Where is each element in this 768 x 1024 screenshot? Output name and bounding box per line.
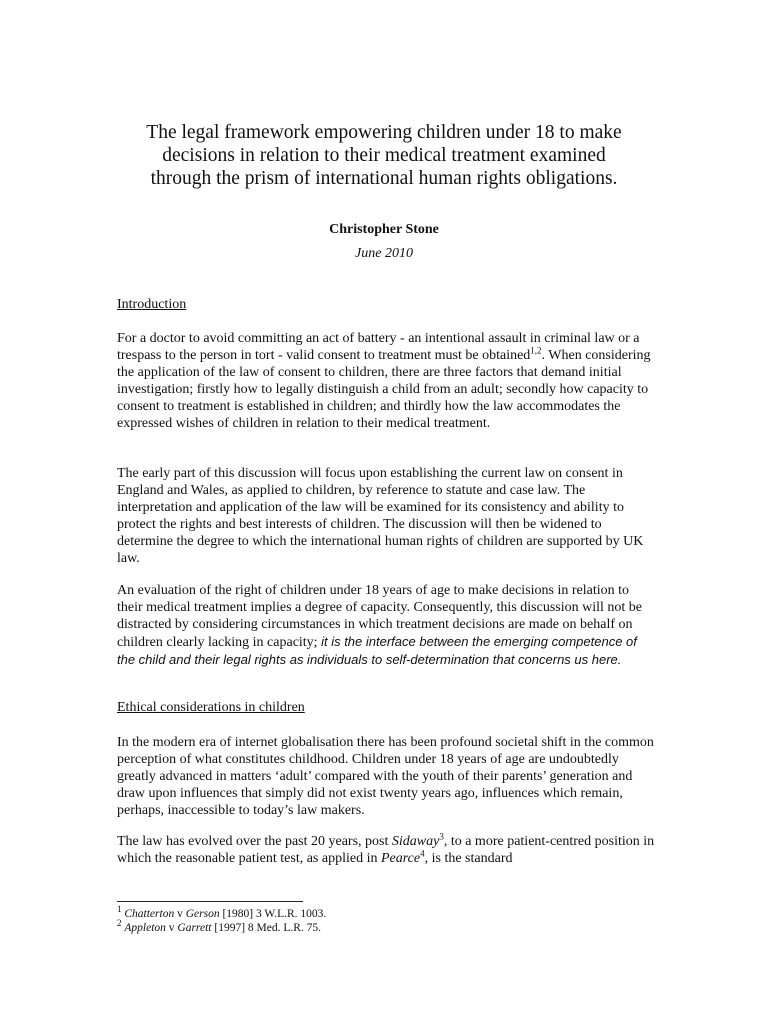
title-line: The legal framework empowering children under 18 to make — [146, 122, 622, 143]
paragraph-capacity — [117, 582, 657, 669]
case-name: Gerson — [185, 908, 220, 920]
case-name: Pearce — [380, 851, 421, 866]
case-name: Sidaway — [391, 834, 440, 849]
emphasis-text: it is the interface between the emerging competence of the child and their legal rights as individuals to self-determination that concerns us here. — [117, 634, 637, 667]
ethical-heading: Ethical considerations in children — [117, 700, 305, 715]
author-name: Christopher Stone — [329, 222, 439, 237]
paragraph-text: The law has evolved over the past 20 years, post — [117, 834, 392, 849]
paragraph-globalisation: In the modern era of internet globalisation there has been profound societal shift in the common perception of what constitutes childhood. Children under 18 years of age are undoubtedly greatly advanced in matters ‘adult’ compared with the youth of their parents’ generation and draw upon influences that simply did not exist twenty years ago, influences which remain, perhaps, inaccessible to today’s law makers. — [117, 735, 654, 818]
footnote-ref: 4 — [420, 848, 425, 859]
paragraph-text: , to a more patient-centred position in which the reasonable patient test, as applied in — [117, 834, 655, 866]
paragraph-text: , is the standard — [424, 851, 513, 866]
footnote-number: 1 — [117, 904, 122, 915]
paragraph-text: . When considering the application of the law of consent to children, there are three factors that demand initial investigation; firstly how to legally distinguish a child from an adult; secondly how capacity to consent to treatment is established in children; and thirdly how the law accommodates the expressed wishes of children in relation to their medical treatment. — [117, 348, 651, 431]
paragraph-scope: The early part of this discussion will focus upon establishing the current law on consent in England and Wales, as applied to children, by reference to statute and case law. The interpretation and application of the law will be examined for its consistency and ability to protect the rights and best interests of children. The discussion will then be widened to determine the degree to which the international human rights of children are supported by UK law. — [117, 466, 644, 566]
paragraph-text: An evaluation of the right of children under 18 years of age to make decisions in relation to their medical treatment implies a degree of capacity. Consequently, this discussion will not be distracted by considering circumstances in which treatment decisions are made on behalf on children clearly lacking in capacity; — [117, 583, 642, 650]
paragraph-consent — [117, 330, 657, 432]
document-title — [100, 121, 668, 190]
case-name: Garrett — [177, 922, 212, 934]
footnote-text: v — [174, 908, 186, 920]
footnote-citation: [1980] 3 W.L.R. 1003. — [219, 908, 327, 920]
paragraph-text: For a doctor to avoid committing an act of battery - an intentional assault in criminal law or a trespass to the person in tort - valid consent to treatment must be obtained — [117, 331, 640, 363]
footnote-citation: [1997] 8 Med. L.R. 75. — [211, 922, 322, 934]
publication-date: June 2010 — [355, 246, 413, 261]
case-name: Chatterton — [124, 908, 175, 920]
footnote-1 — [117, 904, 327, 921]
title-line: decisions in relation to their medical treatment examined — [162, 145, 606, 166]
footnote-text: v — [165, 922, 178, 934]
footnote-number: 2 — [117, 918, 122, 929]
paragraph-evolution — [117, 833, 657, 867]
footnote-ref: 1,2 — [530, 345, 542, 356]
footnote-ref: 3 — [439, 831, 444, 842]
footnote-divider — [117, 901, 303, 902]
footnote-2 — [117, 918, 322, 935]
introduction-heading: Introduction — [117, 297, 187, 312]
case-name: Appleton — [124, 922, 166, 934]
title-line: through the prism of international human rights obligations. — [150, 168, 618, 189]
